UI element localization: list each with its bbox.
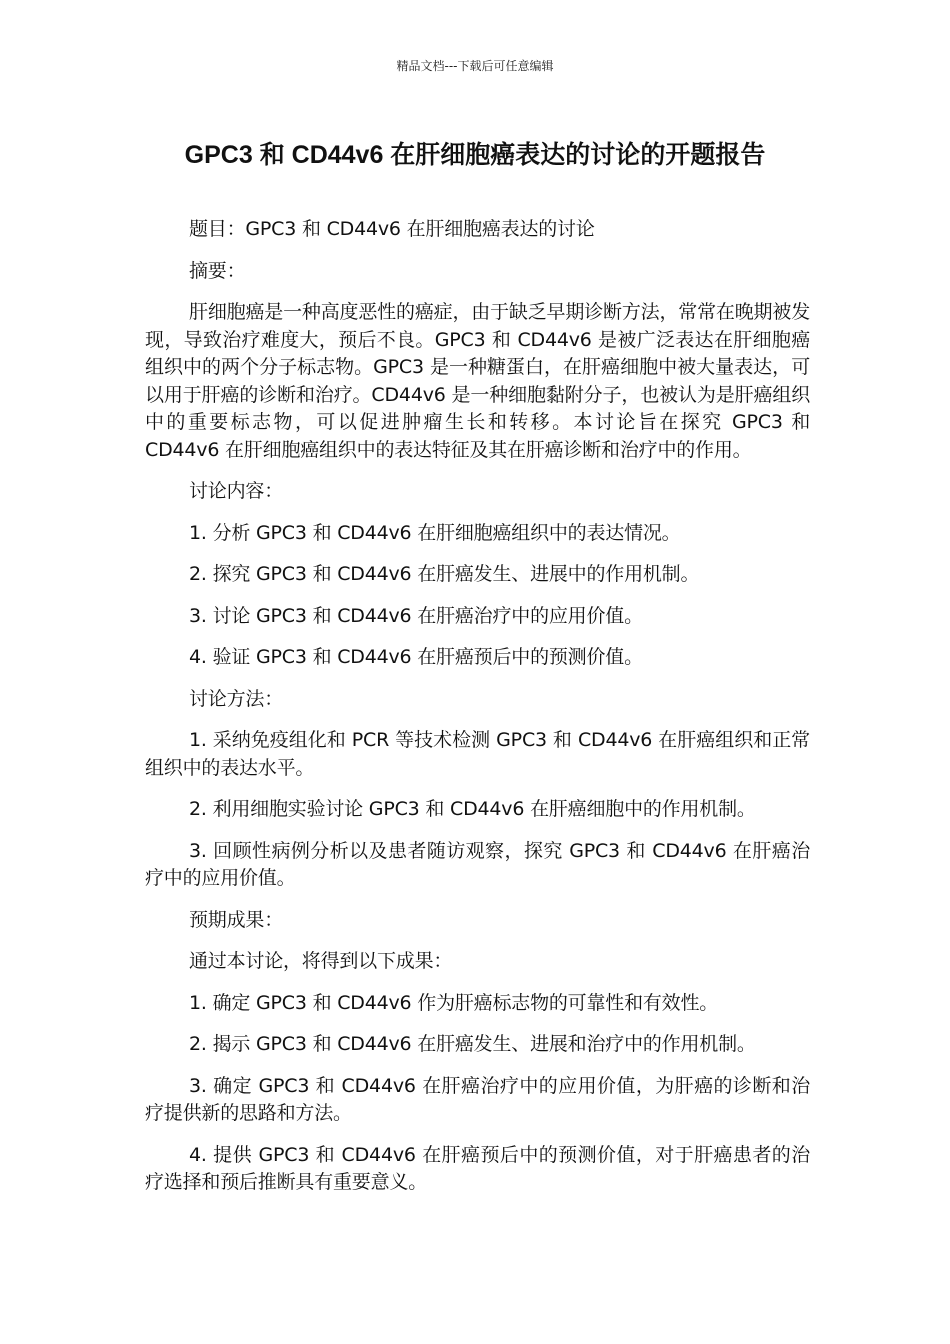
method-item-1: 1. 采纳免疫组化和 PCR 等技术检测 GPC3 和 CD44v6 在肝癌组织和正常组织中的表达水平。 [145,729,810,779]
content-item-2: 2. 探究 GPC3 和 CD44v6 在肝癌发生、进展中的作用机制。 [189,563,700,585]
content-item-4: 4. 验证 GPC3 和 CD44v6 在肝癌预后中的预测价值。 [189,646,643,668]
abstract-heading: 摘要： [189,259,246,282]
method-item-3: 3. 回顾性病例分析以及患者随访观察，探究 GPC3 和 CD44v6 在肝癌治疗中的应用价值。 [145,839,810,889]
result-item-2: 2. 揭示 GPC3 和 CD44v6 在肝癌发生、进展和治疗中的作用机制。 [189,1033,756,1055]
topic-line: 题目：GPC3 和 CD44v6 在肝细胞癌表达的讨论 [189,218,595,240]
document-body [145,216,810,1211]
results-intro: 通过本讨论，将得到以下成果： [189,950,453,972]
result-item-3: 3. 确定 GPC3 和 CD44v6 在肝癌治疗中的应用价值，为肝癌的诊断和治疗提供新的思路和方法。 [145,1074,810,1124]
result-item-1: 1. 确定 GPC3 和 CD44v6 作为肝癌标志物的可靠性和有效性。 [189,991,719,1014]
method-item-2: 2. 利用细胞实验讨论 GPC3 和 CD44v6 在肝癌细胞中的作用机制。 [189,798,756,820]
content-heading: 讨论内容： [189,480,284,502]
content-item-1: 1. 分析 GPC3 和 CD44v6 在肝细胞癌组织中的表达情况。 [189,521,681,544]
content-item-3: 3. 讨论 GPC3 和 CD44v6 在肝癌治疗中的应用价值。 [189,604,643,627]
abstract-text: 肝细胞癌是一种高度恶性的癌症，由于缺乏早期诊断方法，常常在晚期被发现，导致治疗难度大，预后不良。GPC3 和 CD44v6 是被广泛表达在肝细胞癌组织中的两个分子标志物。GPC3 是一种糖蛋白，在肝癌细胞中被大量表达，可以用于肝癌的诊断和治疗。CD44v6 是一种细胞黏附分子，也被认为是肝癌组织中的重要标志物，可以促进肿瘤生长和转移。本讨论旨在探究 GPC3 和 CD44v6 在肝细胞癌组织中的表达特征及其在肝癌诊断和治疗中的作用。 [145,301,810,461]
results-heading: 预期成果： [189,908,284,931]
page-header: 精品文档---下载后可任意编辑 [396,59,554,73]
result-item-4: 4. 提供 GPC3 和 CD44v6 在肝癌预后中的预测价值，对于肝癌患者的治疗选择和预后推断具有重要意义。 [145,1143,810,1193]
document-title: GPC3 和 CD44v6 在肝细胞癌表达的讨论的开题报告 [184,141,766,169]
method-heading: 讨论方法： [189,687,284,710]
